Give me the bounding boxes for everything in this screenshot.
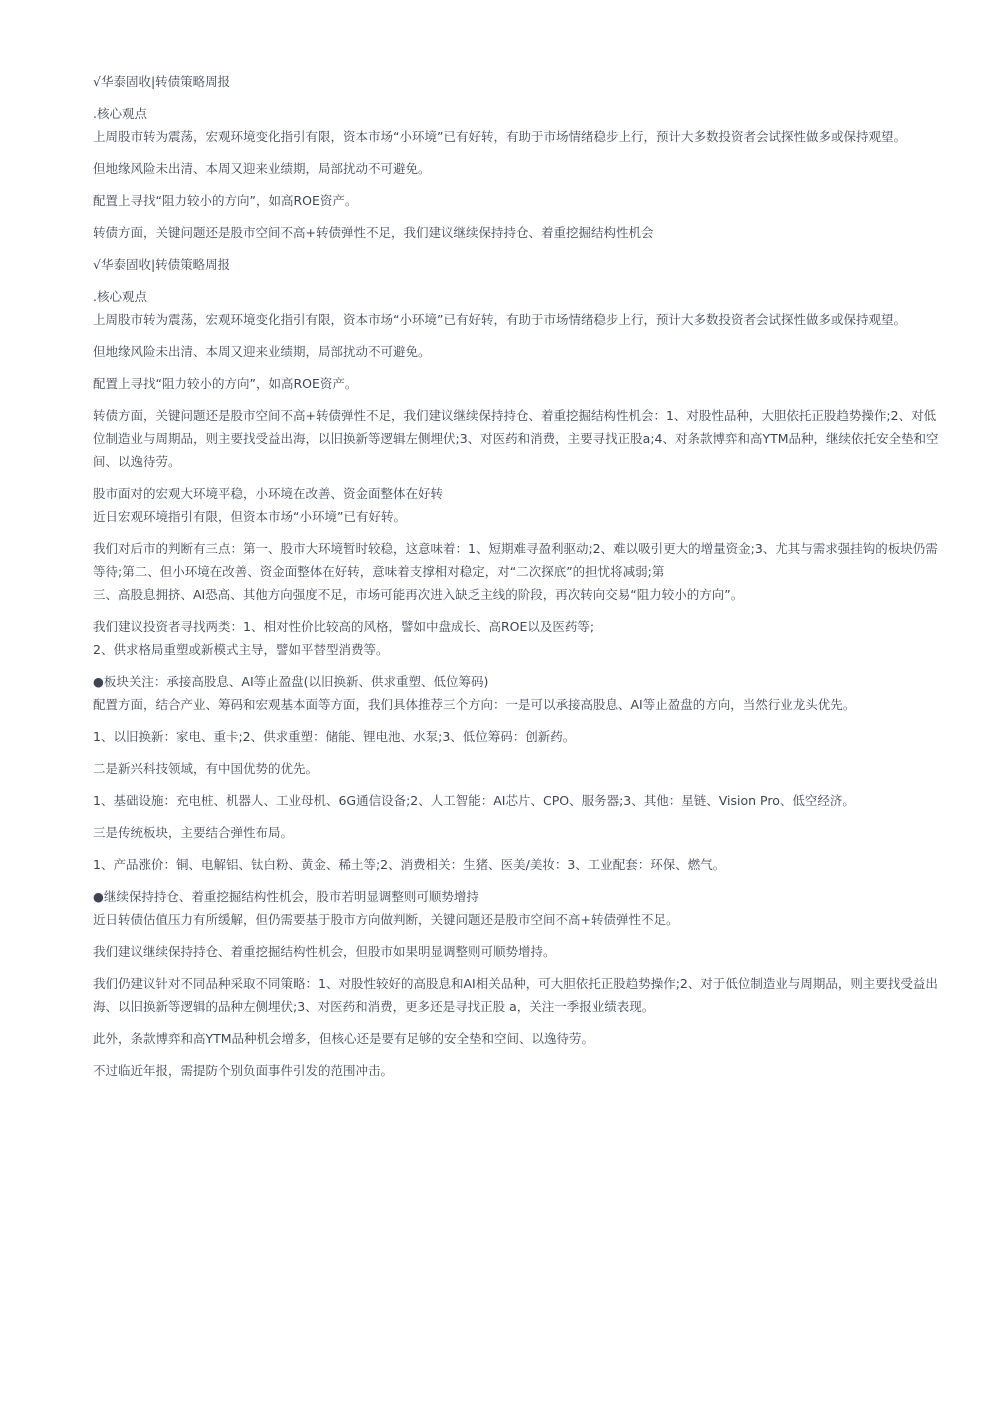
paragraph (93, 1059, 940, 1082)
paragraph-line: 二是新兴科技领域，有中国优势的优先。 (93, 761, 319, 776)
paragraph-line: 上周股市转为震荡，宏观环境变化指引有限，资本市场“小环境”已有好转，有助于市场情绪稳步上行，预计大多数投资者会试探性做多或保持观望。 (93, 312, 906, 327)
paragraph-line: 三、高股息拥挤、AI恐高、其他方向强度不足，市场可能再次进入缺乏主线的阶段，再次转向交易“阻力较小的方向”。 (93, 587, 744, 602)
paragraph-line: 股市面对的宏观大环境平稳，小环境在改善、资金面整体在好转 (93, 486, 444, 501)
document-body (93, 70, 940, 1082)
paragraph (93, 189, 940, 212)
paragraph-line: 上周股市转为震荡，宏观环境变化指引有限，资本市场“小环境”已有好转，有助于市场情绪稳步上行，预计大多数投资者会试探性做多或保持观望。 (93, 129, 906, 144)
paragraph (93, 537, 940, 606)
paragraph (93, 789, 940, 812)
paragraph-line: 我们对后市的判断有三点：第一、股市大环境暂时较稳，这意味着：1、短期难寻盈利驱动;2、难以吸引更大的增量资金;3、尤其与需求强挂钩的板块仍需等待;第二、但小环境在改善、资金面整体在好转，意味着支撑相对稳定，对“二次探底”的担忧将减弱;第 (93, 541, 938, 579)
paragraph-line: 配置上寻找“阻力较小的方向”，如高ROE资产。 (93, 376, 358, 391)
paragraph (93, 221, 940, 244)
paragraph (93, 885, 940, 931)
paragraph (93, 340, 940, 363)
paragraph-line: 我们建议投资者寻找两类：1、相对性价比较高的风格，譬如中盘成长、高ROE以及医药等; (93, 619, 595, 634)
paragraph (93, 157, 940, 180)
paragraph (93, 253, 940, 276)
paragraph (93, 615, 940, 661)
paragraph (93, 670, 940, 716)
paragraph-line: √华泰固收|转债策略周报 (93, 257, 231, 272)
paragraph (93, 757, 940, 780)
paragraph-line: 我们建议继续保持持仓、着重挖掘结构性机会，但股市如果明显调整则可顺势增持。 (93, 944, 556, 959)
paragraph-line: 2、供求格局重塑或新模式主导，譬如平替型消费等。 (93, 642, 389, 657)
paragraph-line: 转债方面，关键问题还是股市空间不高+转债弹性不足，我们建议继续保持持仓、着重挖掘结构性机会 (93, 225, 654, 240)
paragraph (93, 404, 940, 473)
paragraph (93, 1027, 940, 1050)
paragraph (93, 285, 940, 331)
paragraph-line: 近日转债估值压力有所缓解，但仍需要基于股市方向做判断，关键问题还是股市空间不高+转债弹性不足。 (93, 912, 679, 927)
paragraph-line: ●板块关注：承接高股息、AI等止盈盘(以旧换新、供求重塑、低位筹码) (93, 674, 489, 689)
paragraph-line: 配置方面，结合产业、筹码和宏观基本面等方面，我们具体推荐三个方向：一是可以承接高股息、AI等止盈盘的方向，当然行业龙头优先。 (93, 697, 856, 712)
paragraph-line: 配置上寻找“阻力较小的方向”，如高ROE资产。 (93, 193, 358, 208)
paragraph-line: 1、以旧换新：家电、重卡;2、供求重塑：储能、锂电池、水泵;3、低位筹码：创新药。 (93, 729, 576, 744)
paragraph (93, 821, 940, 844)
paragraph (93, 482, 940, 528)
paragraph-line: 三是传统板块，主要结合弹性布局。 (93, 825, 294, 840)
paragraph (93, 853, 940, 876)
paragraph-line: 但地缘风险未出清、本周又迎来业绩期，局部扰动不可避免。 (93, 344, 431, 359)
paragraph-line: √华泰固收|转债策略周报 (93, 74, 231, 89)
paragraph-line: 我们仍建议针对不同品种采取不同策略：1、对股性较好的高股息和AI相关品种，可大胆依托正股趋势操作;2、对于低位制造业与周期品，则主要找受益出海、以旧换新等逻辑的品种左侧埋伏;3、对医药和消费，更多还是寻找正股 a，关注一季报业绩表现。 (93, 976, 938, 1014)
paragraph-line: 此外，条款博弈和高YTM品种机会增多，但核心还是要有足够的安全垫和空间、以逸待劳。 (93, 1031, 595, 1046)
paragraph-line: 但地缘风险未出清、本周又迎来业绩期，局部扰动不可避免。 (93, 161, 431, 176)
paragraph-line: 近日宏观环境指引有限，但资本市场“小环境”已有好转。 (93, 509, 406, 524)
paragraph-line: ●继续保持持仓、着重挖掘结构性机会，股市若明显调整则可顺势增持 (93, 889, 479, 904)
paragraph (93, 725, 940, 748)
paragraph-line: 转债方面，关键问题还是股市空间不高+转债弹性不足，我们建议继续保持持仓、着重挖掘结构性机会：1、对股性品种，大胆依托正股趋势操作;2、对低位制造业与周期品，则主要找受益出海，以旧换新等逻辑左侧埋伏;3、对医药和消费，主要寻找正股a;4、对条款博弈和高YTM品种，继续依托安全垫和空间、以逸待劳。 (93, 408, 939, 469)
paragraph (93, 972, 940, 1018)
paragraph (93, 372, 940, 395)
paragraph-line: .核心观点 (93, 106, 147, 121)
paragraph-line: 不过临近年报，需提防个别负面事件引发的范围冲击。 (93, 1063, 394, 1078)
paragraph-line: .核心观点 (93, 289, 147, 304)
paragraph (93, 70, 940, 93)
paragraph (93, 102, 940, 148)
paragraph-line: 1、基础设施：充电桩、机器人、工业母机、6G通信设备;2、人工智能：AI芯片、CPO、服务器;3、其他：星链、Vision Pro、低空经济。 (93, 793, 855, 808)
paragraph (93, 940, 940, 963)
paragraph-line: 1、产品涨价：铜、电解铝、钛白粉、黄金、稀土等;2、消费相关：生猪、医美/美妆：3、工业配套：环保、燃气。 (93, 857, 726, 872)
